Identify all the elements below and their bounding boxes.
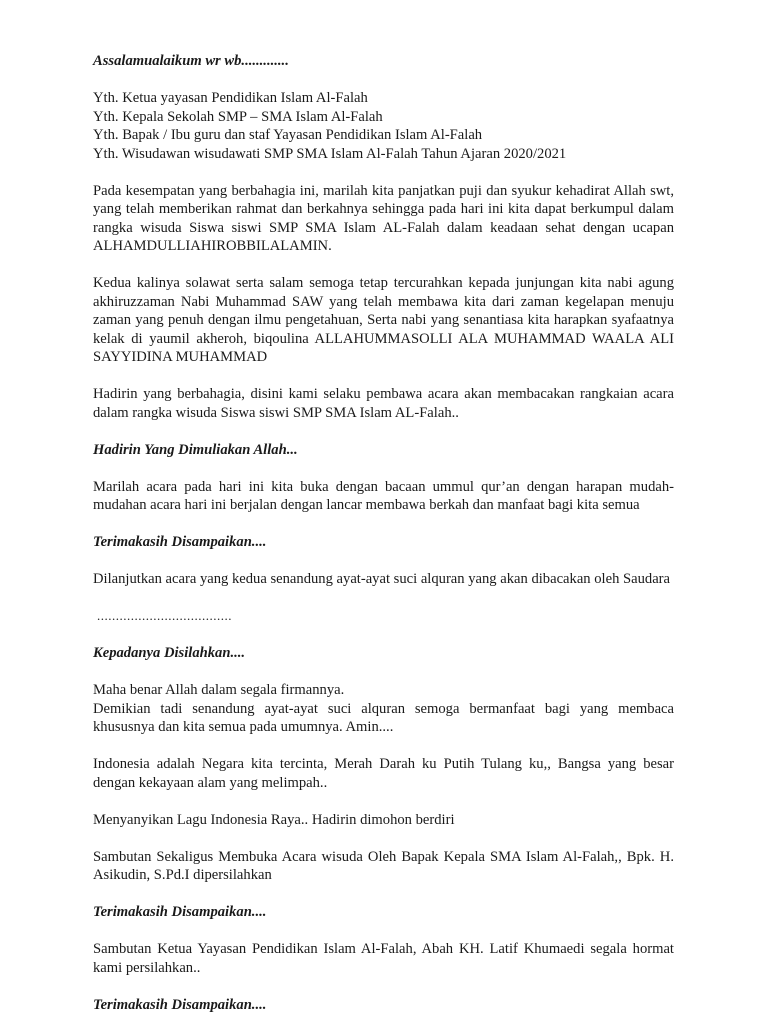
spacer [93, 163, 674, 182]
spacer [93, 922, 674, 941]
spacer [93, 515, 674, 534]
spacer [93, 792, 674, 811]
sambutan-ketua-paragraph: Sambutan Ketua Yayasan Pendidikan Islam Al-Falah, Abah KH. Latif Khumaedi segala hormat kami persilahkan.. [93, 941, 674, 976]
spacer [93, 552, 674, 571]
section-heading: Kepadanya Disilahkan.... [93, 645, 246, 661]
name-placeholder-dots: .................................... [97, 608, 232, 623]
salutation-line: Yth. Ketua yayasan Pendidikan Islam Al-Falah [93, 90, 368, 106]
section-heading: Terimakasih Disampaikan.... [93, 534, 267, 550]
spacer [93, 367, 674, 386]
spacer [93, 589, 674, 608]
salutation-line: Yth. Wisudawan wisudawati SMP SMA Islam Al-Falah Tahun Ajaran 2020/2021 [93, 145, 567, 162]
spacer [93, 663, 674, 682]
spacer [93, 885, 674, 904]
spacer [93, 422, 674, 441]
section-heading: Terimakasih Disampaikan.... [93, 904, 267, 920]
opening-paragraph: Pada kesempatan yang berbahagia ini, marilah kita panjatkan puji dan syukur kehadirat Allah swt, yang telah memberikan rahmat dan berkahnya sehingga pada hari ini kita dapat berkumpul dalam rangka wisuda Siswa siswi SMP SMA Islam AL-Falah dalam keadaan sehat dengan ucapan ALHAMDULLIAHIROBBILALAMIN. [93, 182, 674, 254]
salutation-list [93, 89, 674, 163]
indonesia-paragraph: Indonesia adalah Negara kita tercinta, Merah Darah ku Putih Tulang ku,, Bangsa yang besar dengan kekayaan alam yang melimpah.. [93, 756, 674, 791]
spacer [93, 256, 674, 275]
spacer [93, 737, 674, 756]
spacer [93, 71, 674, 90]
ayat-paragraph: Dilanjutkan acara yang kedua senandung ayat-ayat suci alquran yang akan dibacakan oleh Saudara [93, 571, 671, 587]
rangkaian-paragraph: Hadirin yang berbahagia, disini kami selaku pembawa acara akan membacakan rangkaian acara dalam rangka wisuda Siswa siswi SMP SMA Islam AL-Falah.. [93, 386, 674, 421]
greeting-heading: Assalamualaikum wr wb............. [93, 53, 289, 69]
spacer [93, 626, 674, 645]
section-heading: Terimakasih Disampaikan.... [93, 996, 267, 1013]
document-page [93, 52, 674, 1014]
spacer [93, 977, 674, 996]
maha-benar-line: Maha benar Allah dalam segala firmannya. [93, 682, 345, 698]
salutation-line: Yth. Kepala Sekolah SMP – SMA Islam Al-Falah [93, 108, 383, 125]
sambutan-kepsek-paragraph: Sambutan Sekaligus Membuka Acara wisuda Oleh Bapak Kepala SMA Islam Al-Falah,, Bpk. H. Asikudin, S.Pd.I dipersilahkan [93, 848, 674, 883]
salutation-line: Yth. Bapak / Ibu guru dan staf Yayasan Pendidikan Islam Al-Falah [93, 127, 483, 143]
spacer [93, 829, 674, 848]
lagu-line: Menyanyikan Lagu Indonesia Raya.. Hadirin dimohon berdiri [93, 811, 455, 828]
pembukaan-paragraph: Marilah acara pada hari ini kita buka dengan bacaan ummul qur’an dengan harapan mudah-mudahan acara hari ini berjalan dengan lancar membawa berkah dan manfaat bagi kita semua [93, 478, 674, 513]
demikian-paragraph: Demikian tadi senandung ayat-ayat suci alquran semoga bermanfaat bagi yang membaca khususnya dan kita semua pada umumnya. Amin.... [93, 700, 674, 735]
sholawat-paragraph: Kedua kalinya solawat serta salam semoga tetap tercurahkan kepada junjungan kita nabi agung akhiruzzaman Nabi Muhammad SAW yang telah membawa kita dari zaman kegelapan menuju zaman yang penuh dengan ilmu pengetahuan, Serta nabi yang senantiasa kita harapkan syafaatnya kelak di yaumil akheroh, biqoulina ALLAHUMMASOLLI ALA MUHAMMAD WAALA ALI SAYYIDINA MUHAMMAD [93, 275, 674, 365]
spacer [93, 459, 674, 478]
section-heading: Hadirin Yang Dimuliakan Allah... [93, 441, 298, 458]
